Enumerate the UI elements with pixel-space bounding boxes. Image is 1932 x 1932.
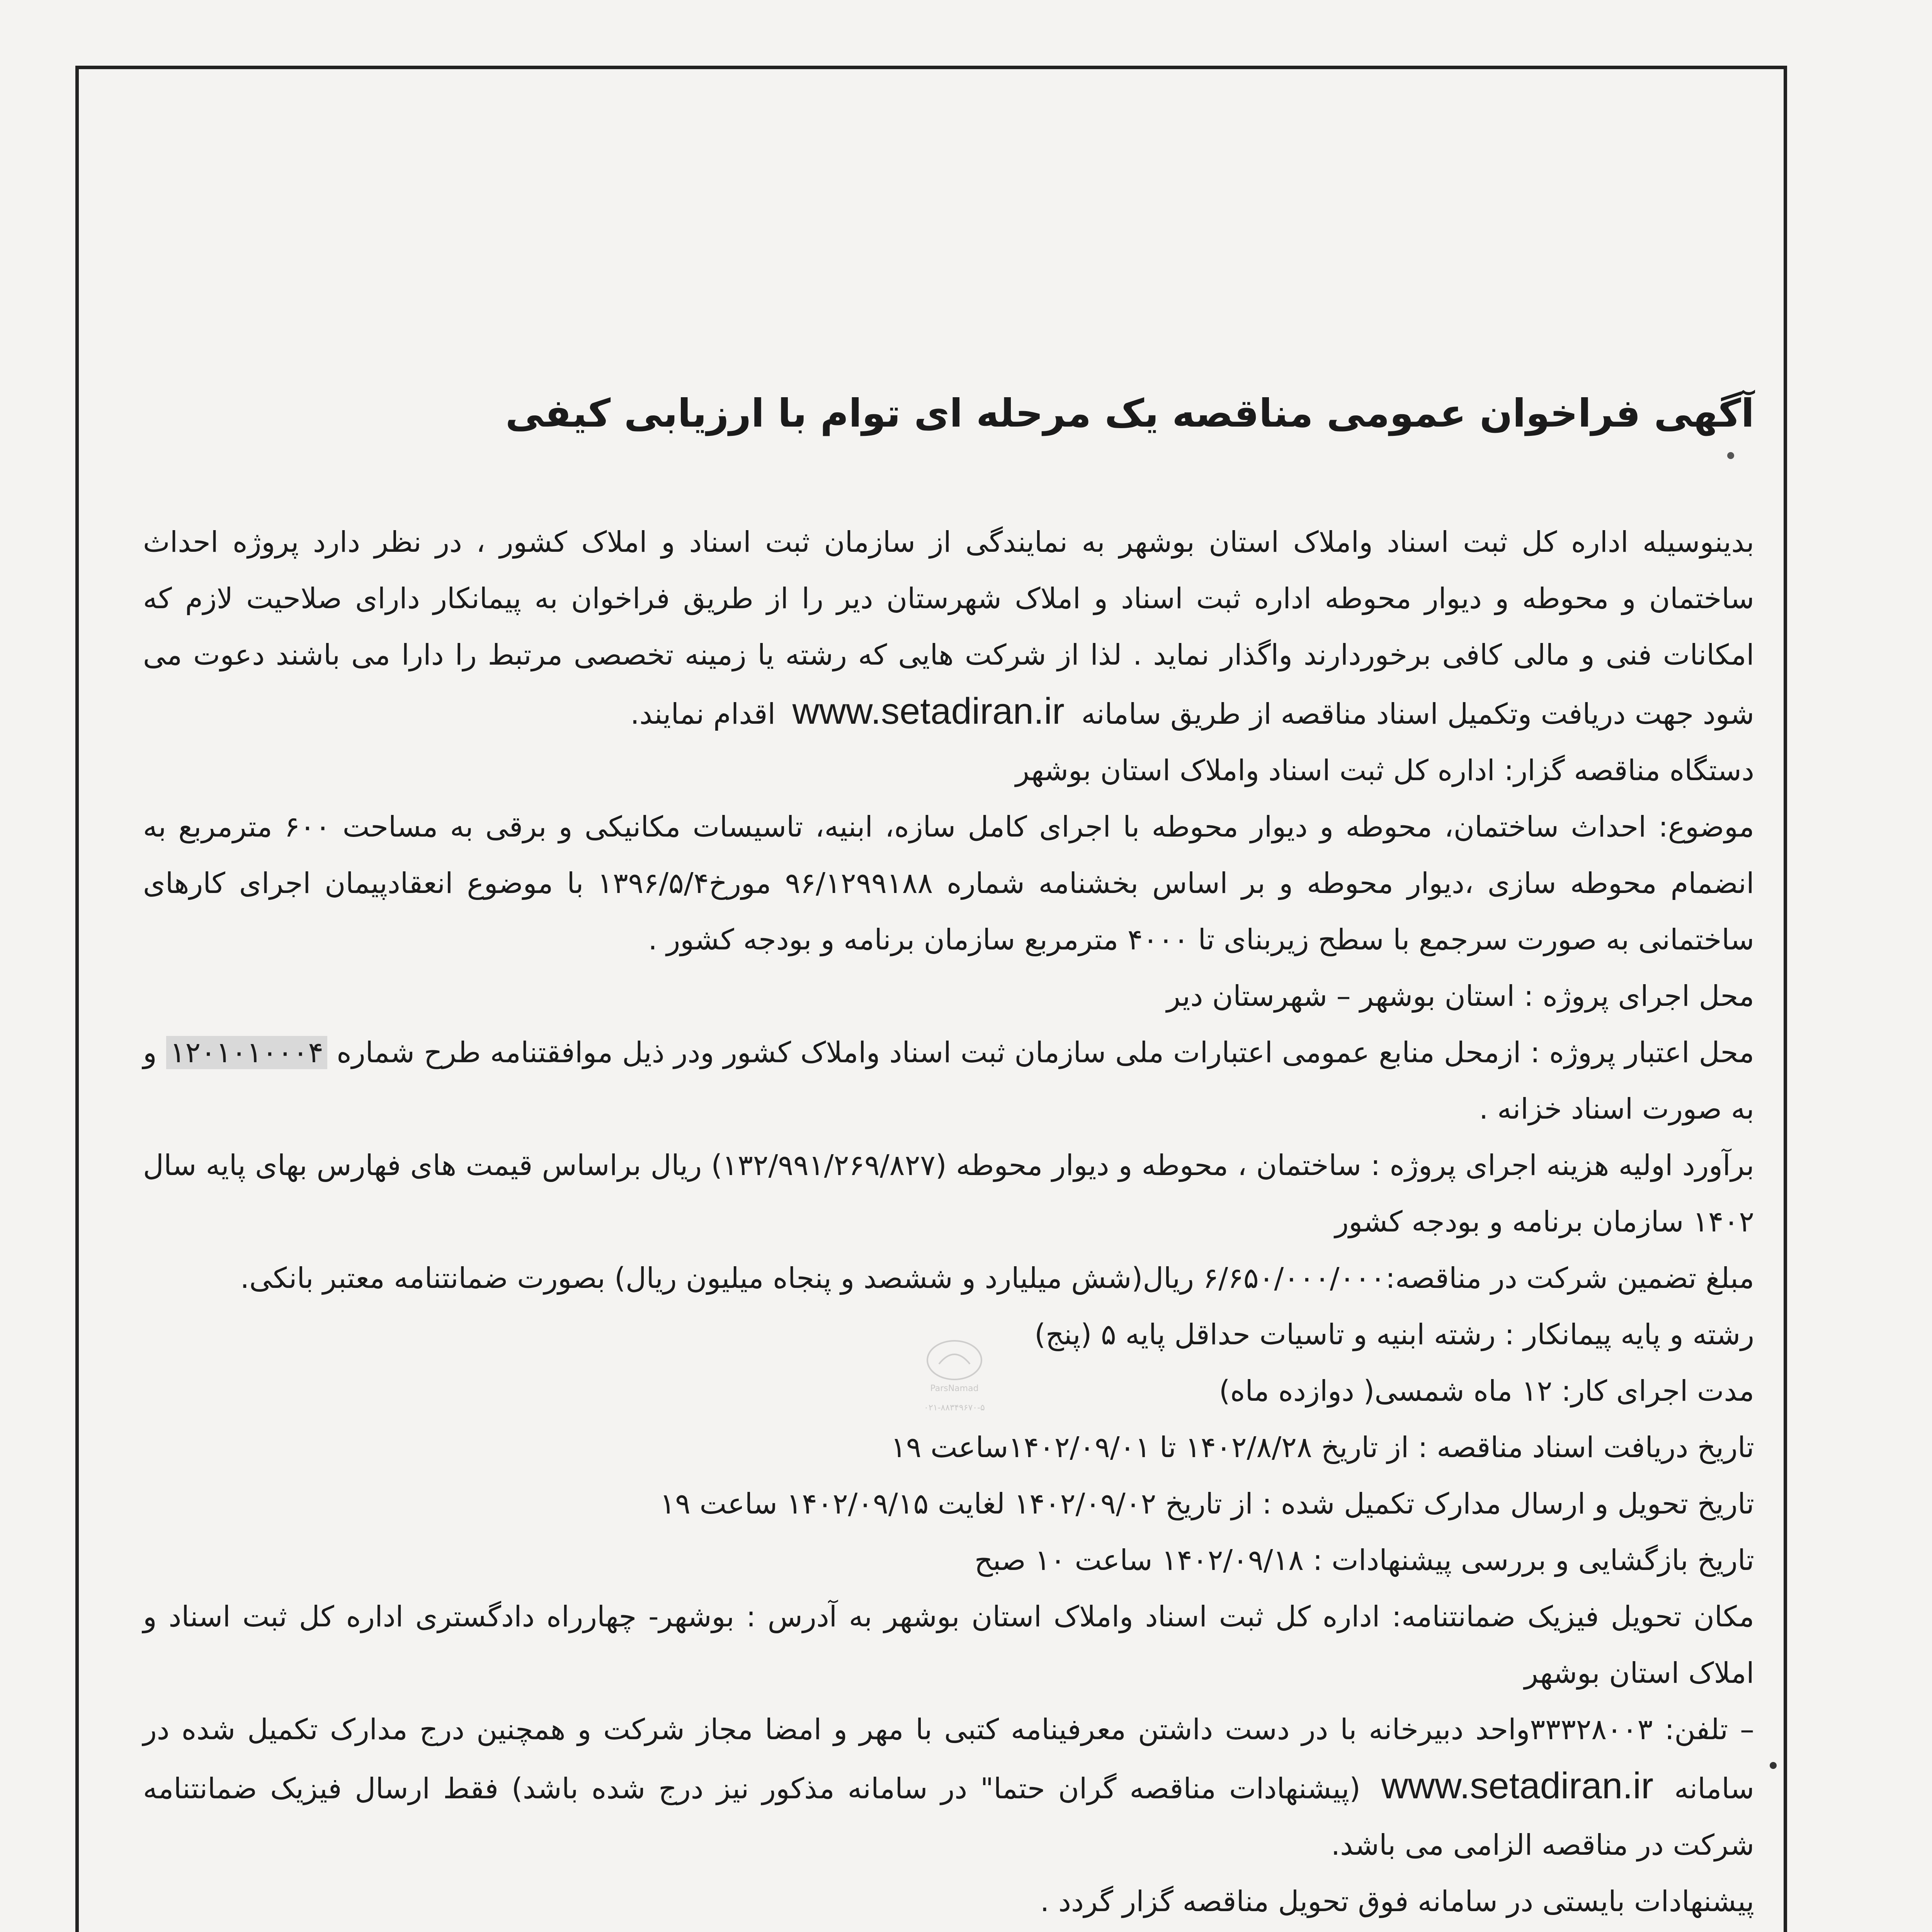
intro-text: بدینوسیله اداره کل ثبت اسناد واملاک استان بوشهر به نمایندگی از سازمان ثبت اسناد و املاک کشور ، در نظر دارد پروژه احداث ساختمان و محوطه و دیوار محوطه اداره ثبت اسناد و املاک شهرستان دیر را از طریق فراخوان به پیمانکار دارای صلاحیت لازم که امکانات فنی و مالی کافی برخوردارند واگذار نماید . لذا از شرکت هایی که رشته یا زمینه تخصصی مرتبط را دارا می باشند دعوت می شود جهت دریافت وتکمیل اسناد مناقصه از طریق سامانه [143, 526, 1754, 731]
bullet-dot [1770, 1762, 1777, 1769]
project-duration: مدت اجرای کار: ۱۲ ماه شمسی( دوازده ماه) [1219, 1374, 1754, 1408]
project-subject: موضوع: احداث ساختمان، محوطه و دیوار محوطه با اجرای کامل سازه، ابنیه، تاسیسات مکانیکی و برقی به مساحت ۶۰۰ مترمربع به انضمام محوطه سازی ،دیوار محوطه و بر اساس بخشنامه شماره ۹۶/۱۲۹۹۱۸۸ مورخ۱۳۹۶/۵/۴ با موضوع انعقادپیمان اجرای کارهای ساختمانی به صورت سرجمع با سطح زیربنای تا ۴۰۰۰ مترمربع سازمان برنامه و بودجه کشور . [143, 810, 1754, 956]
phone-note-text: – تلفن: ۳۳۳۲۸۰۰۳واحد دبیرخانه با در دست داشتن معرفینامه کتبی با مهر و امضا مجاز شرکت و همچنین درج مدارک تکمیل شده در سامانه [143, 1713, 1754, 1805]
website-link[interactable]: www.setadiran.ir [792, 690, 1065, 732]
tender-agency: دستگاه مناقصه گزار: اداره کل ثبت اسناد واملاک استان بوشهر [1015, 754, 1754, 787]
funding-text: محل اعتبار پروژه : ازمحل منابع عمومی اعتبارات ملی سازمان ثبت اسناد واملاک کشور ودر ذیل موافقتنامه طرح شماره [337, 1036, 1754, 1069]
contractor-grade: رشته و پایه پیمانکار : رشته ابنیه و تاسیات حداقل پایه ۵ (پنج) [1034, 1318, 1754, 1351]
phone-note [143, 1701, 1754, 1873]
project-location: محل اجرای پروژه : استان بوشهر – شهرستان دیر [1167, 980, 1754, 1013]
plan-number: ۱۲۰۱۰۱۰۰۰۴ [166, 1036, 327, 1069]
funding-source [143, 1024, 1754, 1137]
intro-text-end: اقدام نمایند. [630, 697, 776, 731]
delivery-place: مکان تحویل فیزیک ضمانتنامه: اداره کل ثبت اسناد واملاک استان بوشهر به آدرس : بوشهر- چهارراه دادگستری اداره کل ثبت اسناد و املاک استان بوشهر [143, 1600, 1754, 1690]
submission-dates: تاریخ تحویل و ارسال مدارک تکمیل شده : از تاریخ ۱۴۰۲/۰۹/۰۲ لغایت ۱۴۰۲/۰۹/۱۵ ساعت ۱۹ [660, 1487, 1754, 1520]
watermark-phone: ۰۲۱-۸۸۳۴۹۶۷۰-۵ [924, 1403, 985, 1413]
cost-estimate: برآورد اولیه هزینه اجرای پروژه : ساختمان ، محوطه و دیوار محوطه (۱۳۲/۹۹۱/۲۶۹/۸۲۷) ریال براساس قیمت های فهارس بهای پایه سال ۱۴۰۲ سازمان برنامه و بودجه کشور [143, 1149, 1754, 1238]
document-receipt-dates: تاریخ دریافت اسناد مناقصه : از تاریخ ۱۴۰۲/۸/۲۸ تا ۱۴۰۲/۰۹/۰۱ساعت ۱۹ [891, 1431, 1754, 1464]
proposals-note: پیشنهادات بایستی در سامانه فوق تحویل مناقصه گزار گردد . [1040, 1885, 1754, 1918]
watermark-brand: ParsNamad [930, 1384, 979, 1393]
notice-title: آگهی فراخوان عمومی مناقصه یک مرحله ای توام با ارزیابی کیفی [505, 391, 1754, 436]
guarantee-amount: مبلغ تضمین شرکت در مناقصه:۶/۶۵۰/۰۰۰/۰۰۰ ریال(شش میلیارد و ششصد و پنجاه میلیون ریال) بصورت ضمانتنامه معتبر بانکی. [240, 1262, 1754, 1295]
website-link-2[interactable]: www.setadiran.ir [1381, 1765, 1654, 1806]
applicants-note [143, 1930, 1754, 1932]
scan-dot [1727, 452, 1734, 459]
intro-paragraph [143, 514, 1754, 742]
funding-suffix: و به صورت اسناد خزانه . [143, 1036, 1754, 1126]
parsnamad-watermark-icon [896, 1333, 1012, 1426]
phone-note-end: (پیشنهادات مناقصه گران حتما" در سامانه مذکور نیز درج شده باشد) فقط ارسال فیزیک ضمانتنامه شرکت در مناقصه الزامی می باشد. [143, 1772, 1754, 1862]
notice-body [143, 514, 1754, 1932]
opening-date: تاریخ بازگشایی و بررسی پیشنهادات : ۱۴۰۲/۰۹/۱۸ ساعت ۱۰ صبح [974, 1544, 1754, 1577]
